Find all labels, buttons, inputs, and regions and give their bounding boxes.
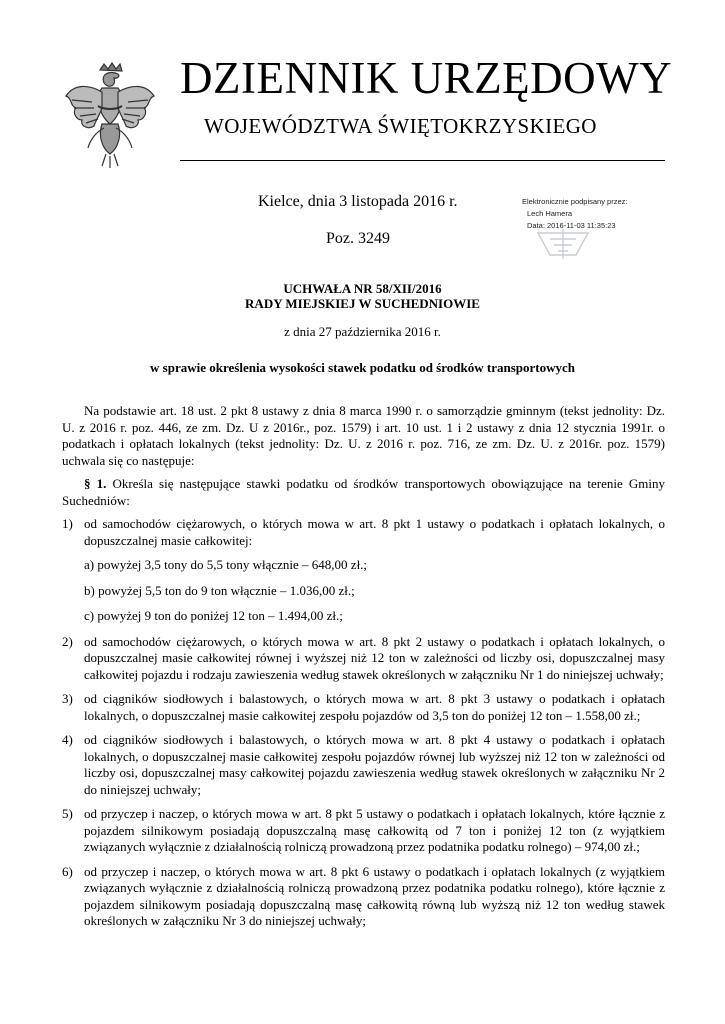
list-item-text: od ciągników siodłowych i balastowych, o których mowa w art. 8 pkt 3 ustawy o podatkach i opłatach lokalnych, o dopuszczalnej masie całkowitej zespołu pojazdów od 3,5 ton do poniżej 12 ton – 1.558,00 zł.; [84, 691, 665, 723]
section-1-text: Określa się następujące stawki podatku od środków transportowych obowiązujące na terenie Gminy Suchedniów: [62, 476, 665, 508]
resolution-subject: w sprawie określenia wysokości stawek podatku od środków transportowych [150, 360, 575, 375]
list-item [62, 864, 665, 930]
masthead-divider [180, 160, 665, 161]
list-item-number: 3) [62, 691, 73, 706]
list-item-number: 5) [62, 806, 73, 821]
list-item [62, 516, 665, 549]
issue-position: Poz. 3249 [326, 230, 390, 247]
section-1-label: § 1. [84, 476, 107, 491]
list-item-text: od ciągników siodłowych i balastowych, o których mowa w art. 8 pkt 4 ustawy o podatkach i opłatach lokalnych, o dopuszczalnej masie całkowitej zespołu pojazdów równej lub wyższej niż 12 ton w zależności od liczby osi, dopuszczalnej masy całkowitej pojazdu zawieszenia według stawek określonych w załączniku Nr 2 do niniejszej uchwały; [84, 732, 665, 797]
sub-list-item: a) powyżej 3,5 tony do 5,5 tony włącznie – 648,00 zł.; [84, 557, 368, 572]
resolution-date: z dnia 27 października 2016 r. [284, 324, 441, 339]
sub-list-item: b) powyżej 5,5 ton do 9 ton włącznie – 1.036,00 zł.; [84, 582, 355, 598]
resolution-number: UCHWAŁA NR 58/XII/2016 [283, 281, 442, 296]
list-item-text: od samochodów ciężarowych, o których mowa w art. 8 pkt 1 ustawy o podatkach i opłatach lokalnych, o dopuszczalnej masie całkowitej: [84, 516, 665, 548]
list-item [62, 732, 665, 798]
sub-list-item: c) powyżej 9 ton do poniżej 12 ton – 1.494,00 zł.; [84, 608, 343, 623]
list-item-number: 1) [62, 516, 73, 531]
document-body [62, 403, 665, 938]
masthead-subtitle: WOJEWÓDZTWA ŚWIĘTOKRZYSKIEGO [204, 114, 597, 138]
masthead-title: DZIENNIK URZĘDOWY [180, 53, 673, 103]
issue-date: Kielce, dnia 3 listopada 2016 r. [258, 193, 458, 210]
list-item [62, 634, 665, 684]
list-item-text: od przyczep i naczep, o których mowa w art. 8 pkt 6 ustawy o podatkach i opłatach lokalnych (z wyjątkiem związanych wyłącznie z działalnością rolniczą prowadzoną przez podatnika podatku rolnego), które łącznie z pojazdem silnikowym posiadają dopuszczalną masę całkowitą równą lub wyższą niż 12 ton według stawek określonych w załączniku Nr 3 do niniejszej uchwały; [84, 863, 665, 928]
list-item-text: od samochodów ciężarowych, o których mowa w art. 8 pkt 2 ustawy o podatkach i opłatach lokalnych, o dopuszczalnej masie całkowitej równej i wyższej niż 12 ton w zależności od liczby osi, dopuszczalnej masy całkowitej pojazdu i rodzaju zawieszenia według stawek określonych w załączniku Nr 1 do niniejszej uchwały; [84, 633, 665, 682]
e-signature-mark-icon [528, 225, 598, 261]
list-item-number: 6) [62, 863, 73, 879]
resolution-body: RADY MIEJSKIEJ W SUCHEDNIOWIE [245, 296, 480, 311]
signature-date: Data: 2016-11-03 11:35:23 [527, 221, 616, 230]
list-item [62, 806, 665, 856]
list-item-text: od przyczep i naczep, o których mowa w art. 8 pkt 5 ustawy o podatkach i opłatach lokalnych, które łącznie z pojazdem silnikowym posiadają dopuszczalną masę całkowitą od 7 ton i poniżej 12 ton (z wyjątkiem związanych wyłącznie z działalnością rolniczą prowadzoną przez podatnika podatku rolnego) – 974,00 zł.; [84, 806, 665, 854]
signature-name: Lech Hamera [527, 209, 573, 218]
list-item-number: 4) [62, 732, 73, 747]
list-item-number: 2) [62, 633, 73, 649]
section-1-paragraph [62, 476, 665, 509]
signature-label: Elektronicznie podpisany przez: [522, 197, 628, 206]
list-item [62, 691, 665, 724]
preamble-paragraph: Na podstawie art. 18 ust. 2 pkt 8 ustawy z dnia 8 marca 1990 r. o samorządzie gminnym (tekst jednolity: Dz. U. z 2016 r. poz. 446, ze zm. Dz. U z 2016r., poz. 1579) i art. 10 ust. 1 i 2 ustawy z dnia 12 stycznia 1991r. o podatkach i opłatach lokalnych (tekst jednolity: Dz. U. z 2016 r. poz. 716, ze zm. Dz. U. z 2016r. poz. 1579) uchwala się co następuje: [62, 403, 665, 468]
polish-eagle-emblem-icon [62, 62, 158, 170]
